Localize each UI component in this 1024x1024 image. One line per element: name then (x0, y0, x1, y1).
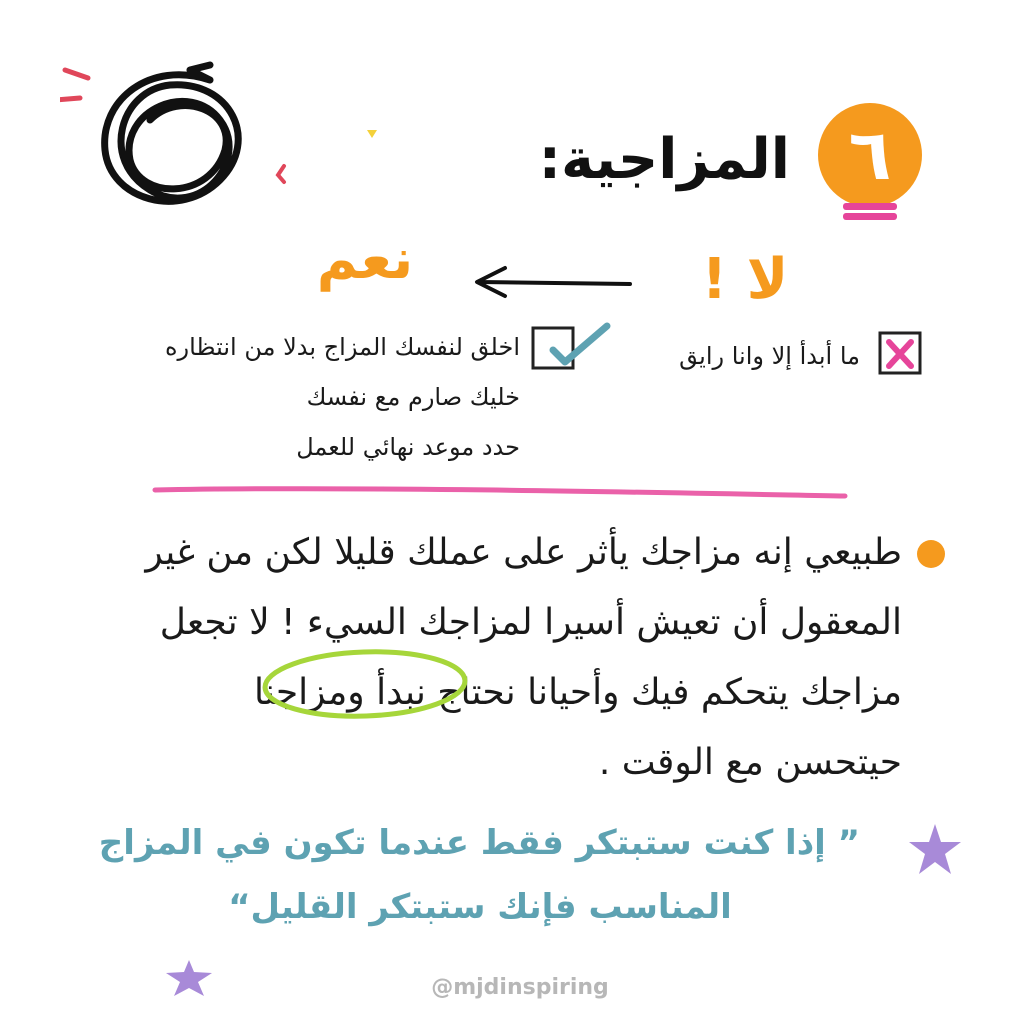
yes-label: نعم (316, 227, 414, 292)
black-scribble-icon (60, 50, 270, 230)
body-line: طبيعي إنه مزاجك يأثر على عملك قليلا لكن من غير (145, 532, 902, 573)
sparkle-mark-icon (270, 160, 300, 190)
yes-items-list (60, 322, 520, 472)
no-label: لا ! (701, 247, 789, 312)
left-arrow-icon (465, 262, 635, 302)
body-line: مزاجك يتحكم فيك وأحيانا نحتاج نبدأ ومزاجنا (254, 672, 902, 713)
page-title: المزاجية: (538, 127, 790, 192)
pink-divider (150, 478, 850, 504)
quote-block (100, 812, 860, 942)
tiny-yellow-mark (365, 128, 379, 140)
green-circle-highlight (258, 645, 473, 723)
no-item-text: ما أبدأ إلا وانا رايق (679, 342, 860, 370)
quote-line: ” إذا كنت ستبتكر فقط عندما تكون في المزاج (98, 823, 860, 863)
yes-item: خليك صارم مع نفسك (306, 383, 520, 411)
body-paragraph (70, 518, 902, 798)
purple-star-icon (162, 958, 217, 998)
quote-line: المناسب فإنك ستبتكر القليل“ (228, 887, 732, 927)
orange-bullet-icon (915, 538, 947, 570)
body-line: المعقول أن تعيش أسيرا لمزاجك السيء ! لا تجعل (159, 602, 902, 643)
yes-item: اخلق لنفسك المزاج بدلا من انتظاره (164, 333, 520, 361)
check-box-icon (525, 318, 615, 374)
sparkle-marks (60, 70, 88, 100)
step-number: ٦ (848, 114, 892, 196)
yes-item: حدد موعد نهائي للعمل (296, 433, 520, 461)
account-handle: @mjdinspiring (431, 975, 609, 1000)
cross-box-icon (875, 328, 925, 378)
purple-star-icon (905, 820, 965, 880)
body-line: حيتحسن مع الوقت . (598, 742, 902, 783)
step-badge (815, 100, 935, 230)
